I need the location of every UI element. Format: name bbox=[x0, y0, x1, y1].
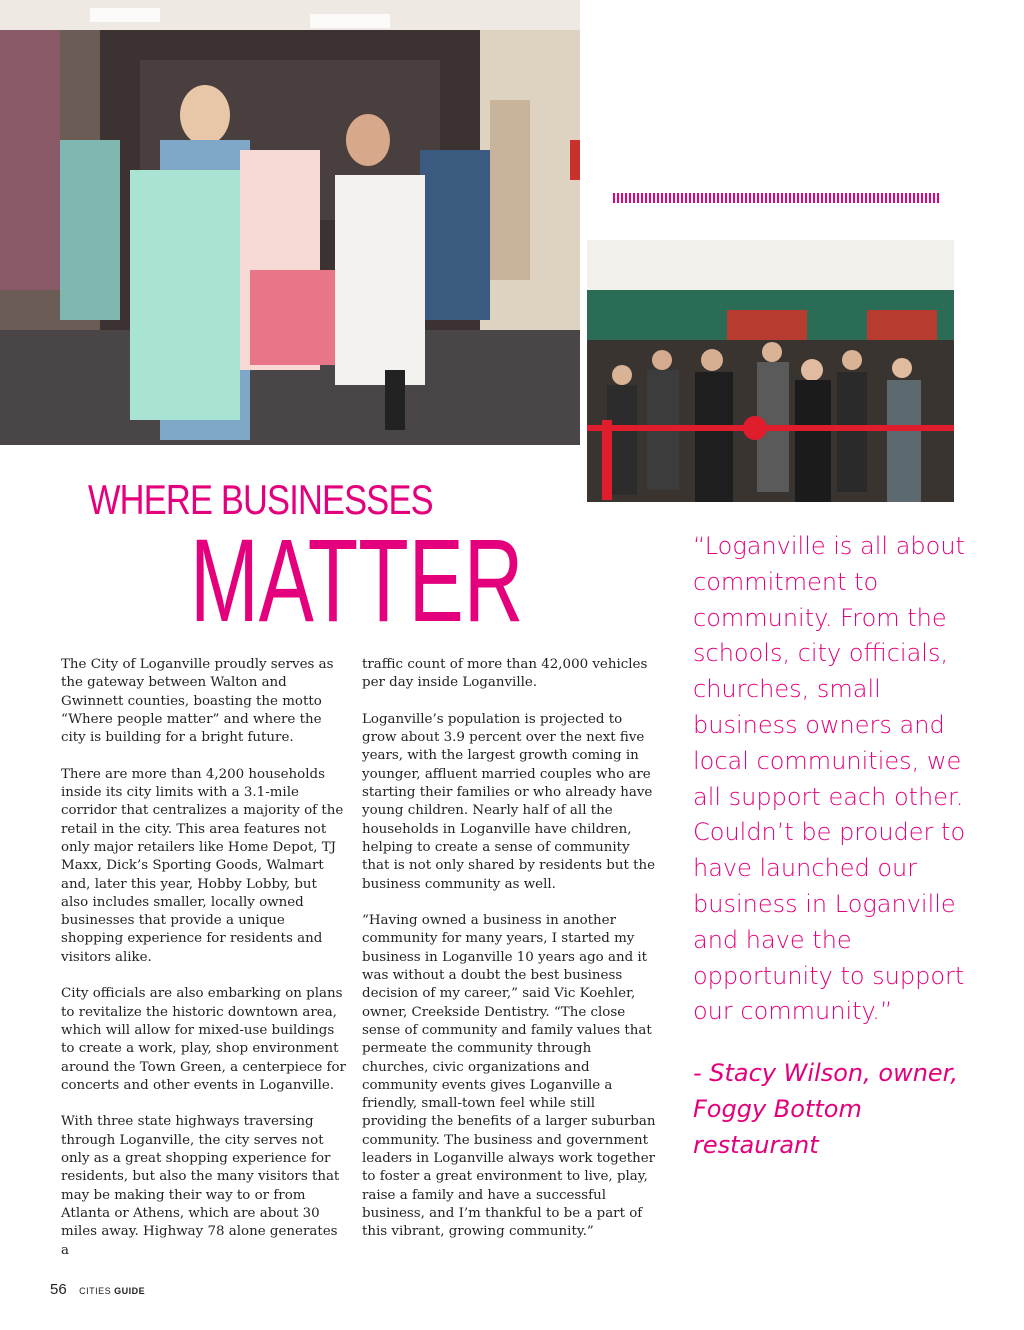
ribbon-cutting-photo-frame bbox=[580, 232, 960, 508]
pull-quote bbox=[693, 529, 993, 1164]
decorative-rule bbox=[613, 193, 940, 203]
pull-quote-attribution: - Stacy Wilson, owner, Foggy Bottom restaurant bbox=[693, 1059, 958, 1159]
paragraph: With three state highways traversing through Loganville, the city serves not only as a great shopping experience for residents, but also the many visitors that may be making their way to or from Atlanta or Athens, which are about 30 miles away. Highway 78 alone generates a bbox=[61, 1114, 340, 1258]
headline-line-2: MATTER bbox=[190, 515, 524, 647]
page-number: 56 bbox=[50, 1281, 67, 1298]
article-column-left bbox=[61, 656, 347, 1278]
page-footer bbox=[50, 1281, 145, 1299]
paragraph: “Having owned a business in another community for many years, I started my business in Loganville 10 years ago and it was without a doubt the best business decision of my career,” said Vic Koehler, owner, Creekside Dentistry. “The close sense of community and family values that permeate the community through churches, civic organizations and community events gives Loganville a friendly, small-town feel while still providing the benefits of a larger suburban community. The business and government leaders in Loganville always work together to foster a great environment to live, play, raise a family and have a successful business, and I’m thankful to be a part of this vibrant, growing community.” bbox=[362, 913, 656, 1240]
pull-quote-text: “Loganville is all about commitment to community. From the schools, city officials, churches, small business owners and local communities, we all support each other. Couldn’t be prouder to have launched our business in Loganville and have the opportunity to support our community.” bbox=[693, 532, 966, 1026]
paragraph: City officials are also embarking on plans to revitalize the historic downtown area, which will allow for mixed-use buildings to create a work, play, shop environment around the Town Green, a centerpiece for concerts and other events in Loganville. bbox=[61, 986, 346, 1093]
publication-name bbox=[79, 1286, 145, 1296]
paragraph: Loganville’s population is projected to grow about 3.9 percent over the next five years, with the largest growth coming in younger, affluent married couples who are starting their families or who already have young children. Nearly half of all the households in Loganville have children, helping to create a sense of community that is not only shared by residents but the business community as well. bbox=[362, 711, 656, 892]
publication-suffix: GUIDE bbox=[114, 1286, 146, 1296]
ribbon-cutting-photo bbox=[587, 240, 954, 502]
paragraph: traffic count of more than 42,000 vehicles per day inside Loganville. bbox=[362, 657, 648, 691]
paragraph: There are more than 4,200 households inside its city limits with a 3.1-mile corridor that centralizes a majority of the retail in the city. This area features not only major retailers like Home Depot, TJ Maxx, Dick’s Sporting Goods, Walmart and, later this year, Hobby Lobby, but also includes smaller, locally owned businesses that provide a unique shopping experience for residents and visitors alike. bbox=[61, 766, 344, 965]
article-column-right bbox=[362, 656, 658, 1260]
headline-line-1: WHERE BUSINESSES bbox=[88, 476, 433, 523]
paragraph: The City of Loganville proudly serves as the gateway between Walton and Gwinnett counties, boasting the motto “Where people matter” and where the city is building for a bright future. bbox=[61, 657, 334, 746]
publication-prefix: CITIES bbox=[79, 1286, 112, 1296]
boutique-photo bbox=[0, 0, 580, 445]
